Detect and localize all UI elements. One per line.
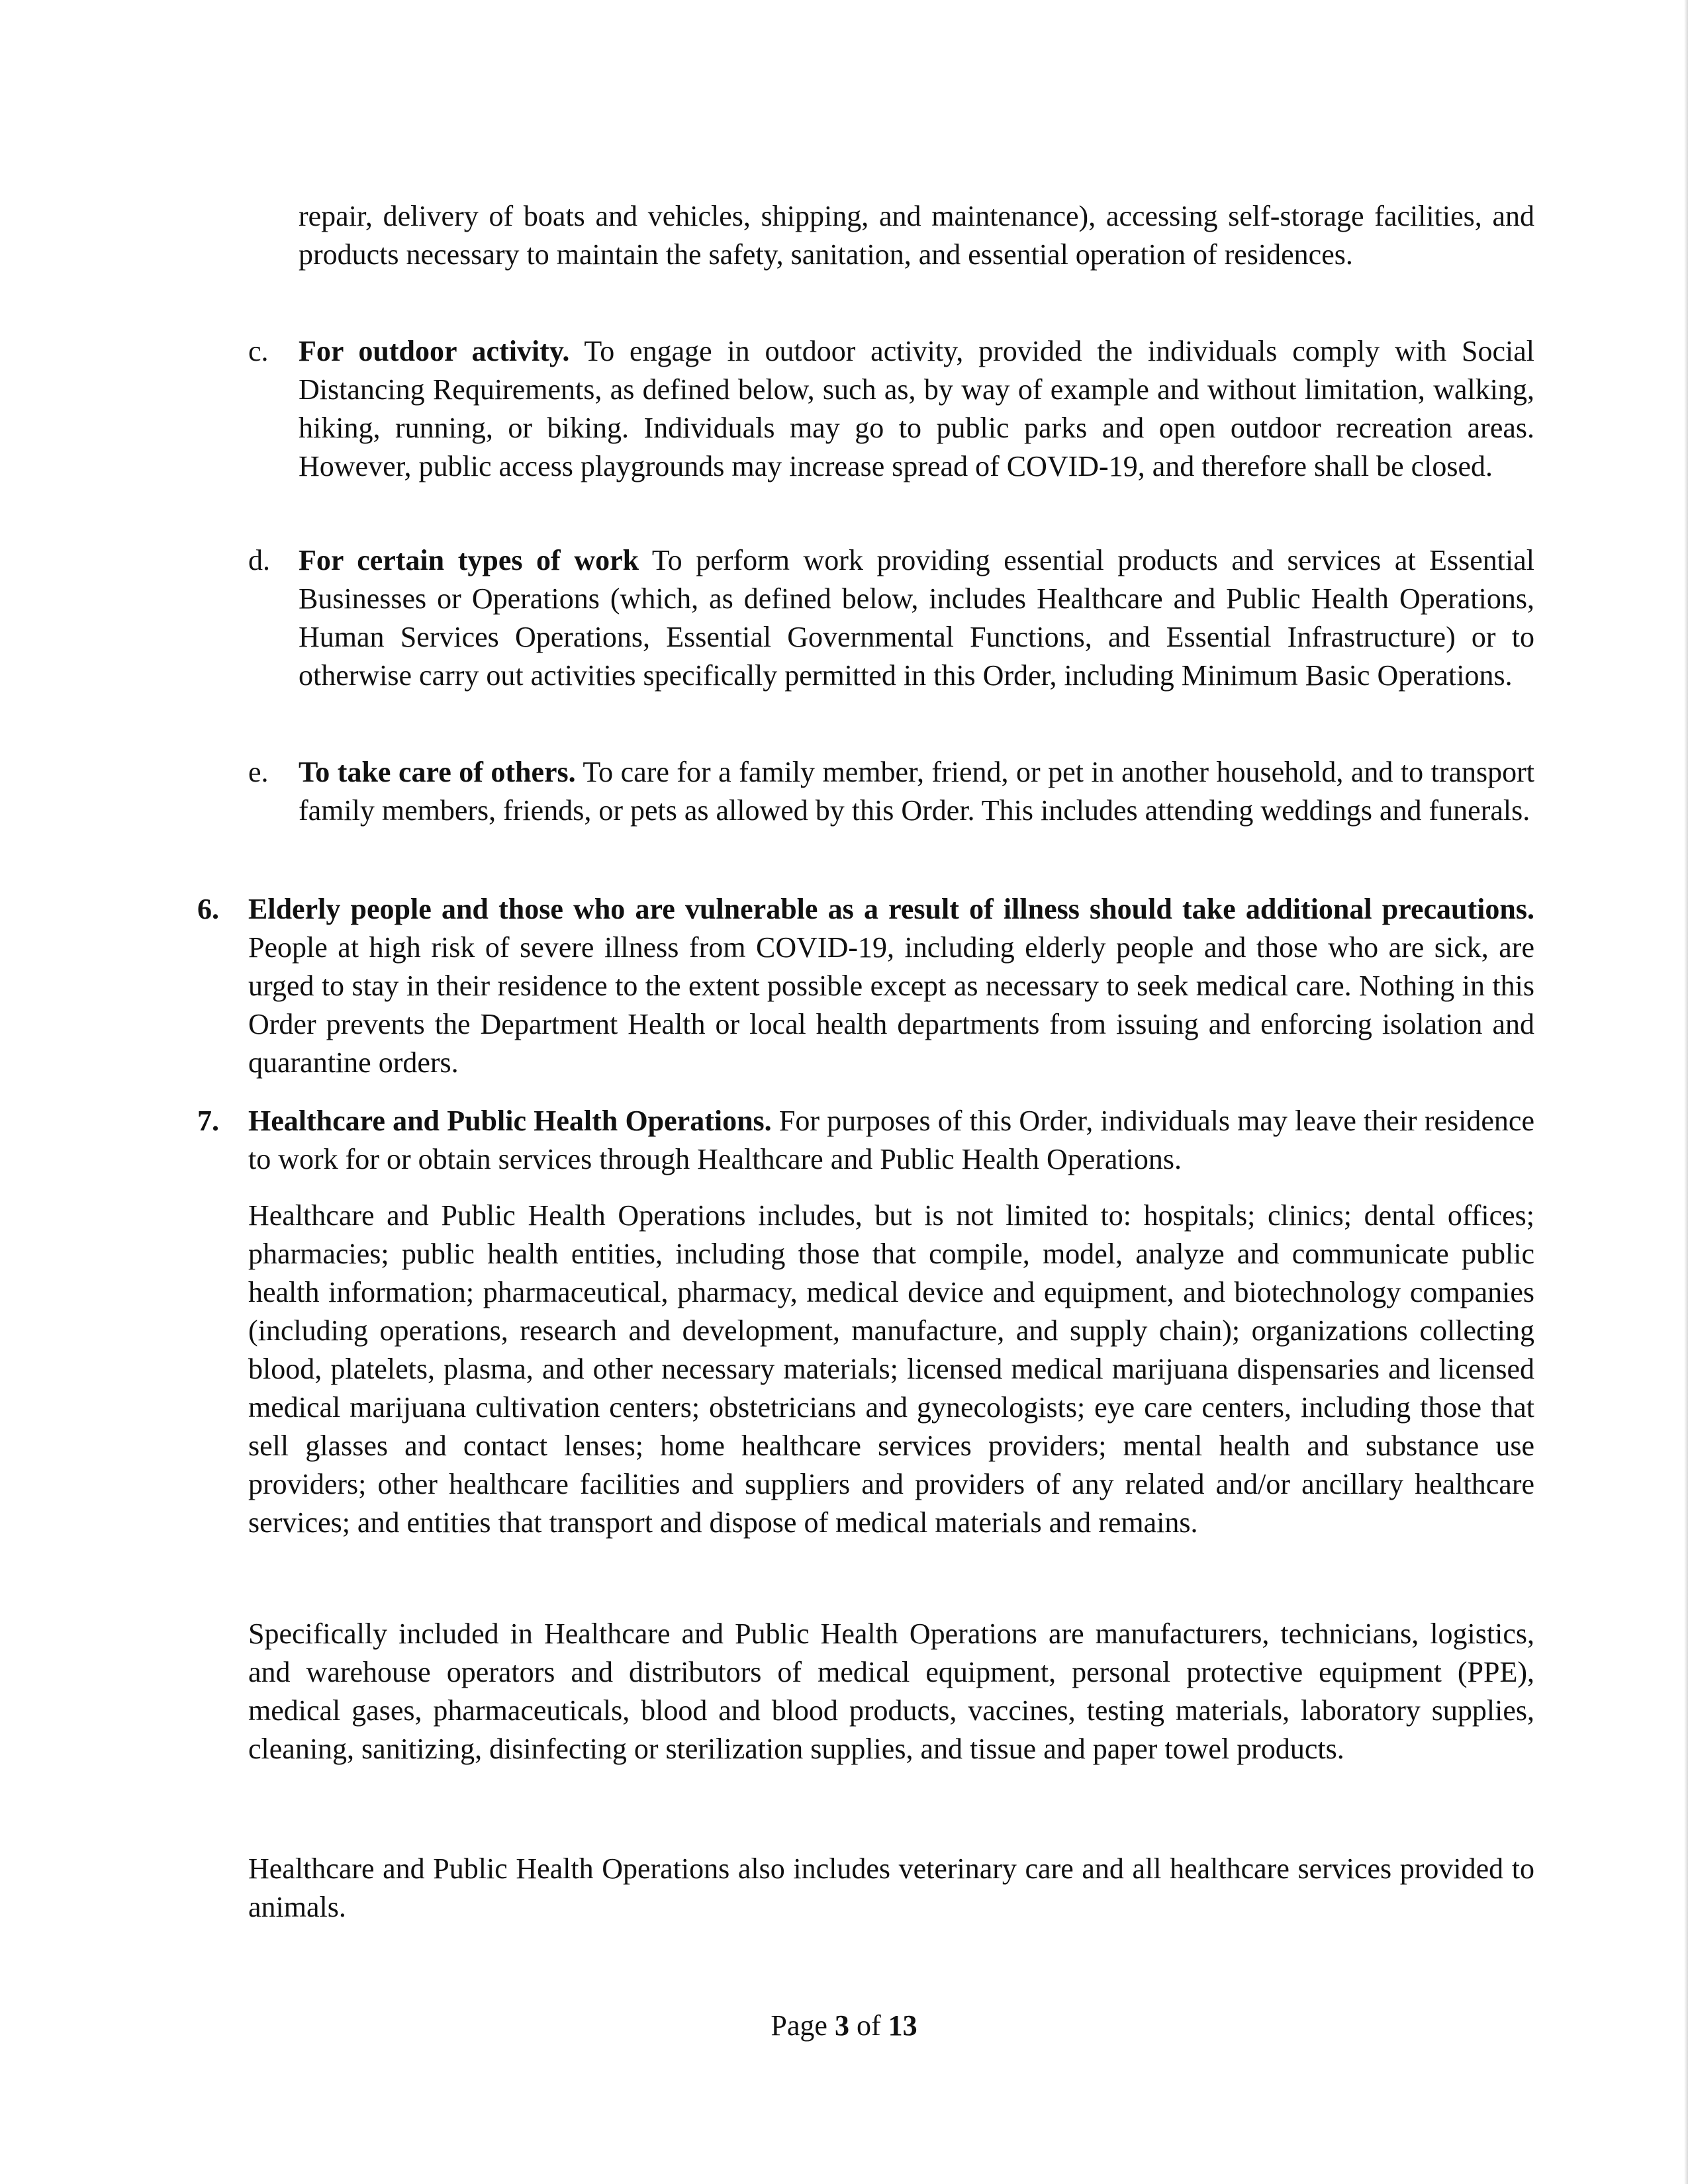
page-total: 13: [888, 2009, 917, 2042]
section-6-marker: 6.: [197, 893, 219, 925]
item-c-paragraph: [299, 332, 1534, 486]
item-c-marker: c.: [248, 335, 269, 367]
section-6-paragraph: [248, 890, 1534, 1082]
section-7-heading: Healthcare and Public Health Operations.: [248, 1105, 772, 1137]
specifically-included-paragraph: Specifically included in Healthcare and Public Health Operations are manufacturers, technicians, logistics, and warehouse operators and distributors of medical equipment, personal protective equipment (PPE), medical gases, pharmaceuticals, blood and blood products, vaccines, testing materials, laboratory supplies, cleaning, sanitizing, disinfecting or sterilization supplies, and tissue and paper towel products.: [248, 1617, 1534, 1765]
veterinary-paragraph: Healthcare and Public Health Operations also includes veterinary care and all healthcare services provided to animals.: [248, 1852, 1534, 1923]
item-d-text: To perform work providing essential products and services at Essential Businesses or Operations (which, as defined below, includes Healthcare and Public Health Operations, Human Services Operations, Essential Governmental Functions, and Essential Infrastructure) or to otherwise carry out activities specifically permitted in this Order, including Minimum Basic Operations.: [299, 544, 1535, 692]
of-word: of: [856, 2009, 881, 2042]
page-current: 3: [834, 2009, 849, 2042]
scan-edge: [1684, 0, 1688, 2184]
item-c-text: To engage in outdoor activity, provided the individuals comply with Social Distancing Requirements, as defined below, such as, by way of example and without limitation, walking, hiking, running, or biking. Individuals may go to public parks and open outdoor recreation areas. However, public access playgrounds may increase spread of COVID-19, and therefore shall be closed.: [299, 335, 1534, 482]
continuation-paragraph: repair, delivery of boats and vehicles, shipping, and maintenance), accessing self-storage facilities, and products necessary to maintain the safety, sanitation, and essential operation of residences.: [299, 200, 1534, 271]
item-e-marker: e.: [248, 756, 269, 788]
item-d-marker: d.: [248, 544, 270, 576]
page-footer: [0, 2007, 1688, 2045]
section-7-marker: 7.: [197, 1105, 219, 1137]
section-7-text: For purposes of this Order, individuals may leave their residence to work for or obtain services through Healthcare and Public Health Operations.: [248, 1105, 1534, 1175]
item-d-heading: For certain types of work: [299, 544, 639, 576]
healthcare-includes-paragraph: Healthcare and Public Health Operations includes, but is not limited to: hospitals; clinics; dental offices; pharmacies; public health entities, including those that compile, model, analyze and communicate public health information; pharmaceutical, pharmacy, medical device and equipment, and biotechnology companies (including operations, research and development, manufacture, and supply chain); organizations collecting blood, platelets, plasma, and other necessary materials; licensed medical marijuana dispensaries and licensed medical marijuana cultivation centers; obstetricians and gynecologists; eye care centers, including those that sell glasses and contact lenses; home healthcare services providers; mental health and substance use providers; other healthcare facilities and suppliers and providers of any related and/or ancillary healthcare services; and entities that transport and dispose of medical materials and remains.: [248, 1199, 1534, 1539]
page-word: Page: [771, 2009, 827, 2042]
item-e-heading: To take care of others.: [299, 756, 576, 788]
item-e-text: To care for a family member, friend, or pet in another household, and to transport family members, friends, or pets as allowed by this Order. This includes attending weddings and funerals.: [299, 756, 1534, 827]
item-e-paragraph: [299, 753, 1534, 830]
section-6-text: People at high risk of severe illness from COVID-19, including elderly people and those who are sick, are urged to stay in their residence to the extent possible except as necessary to seek medical care. Nothing in this Order prevents the Department Health or local health departments from issuing and enforcing isolation and quarantine orders.: [248, 931, 1534, 1079]
item-c-heading: For outdoor activity.: [299, 335, 570, 367]
item-d-paragraph: [299, 541, 1534, 695]
section-6-heading: Elderly people and those who are vulnerable as a result of illness should take additional precautions.: [248, 893, 1534, 925]
section-7-paragraph: [248, 1102, 1534, 1179]
